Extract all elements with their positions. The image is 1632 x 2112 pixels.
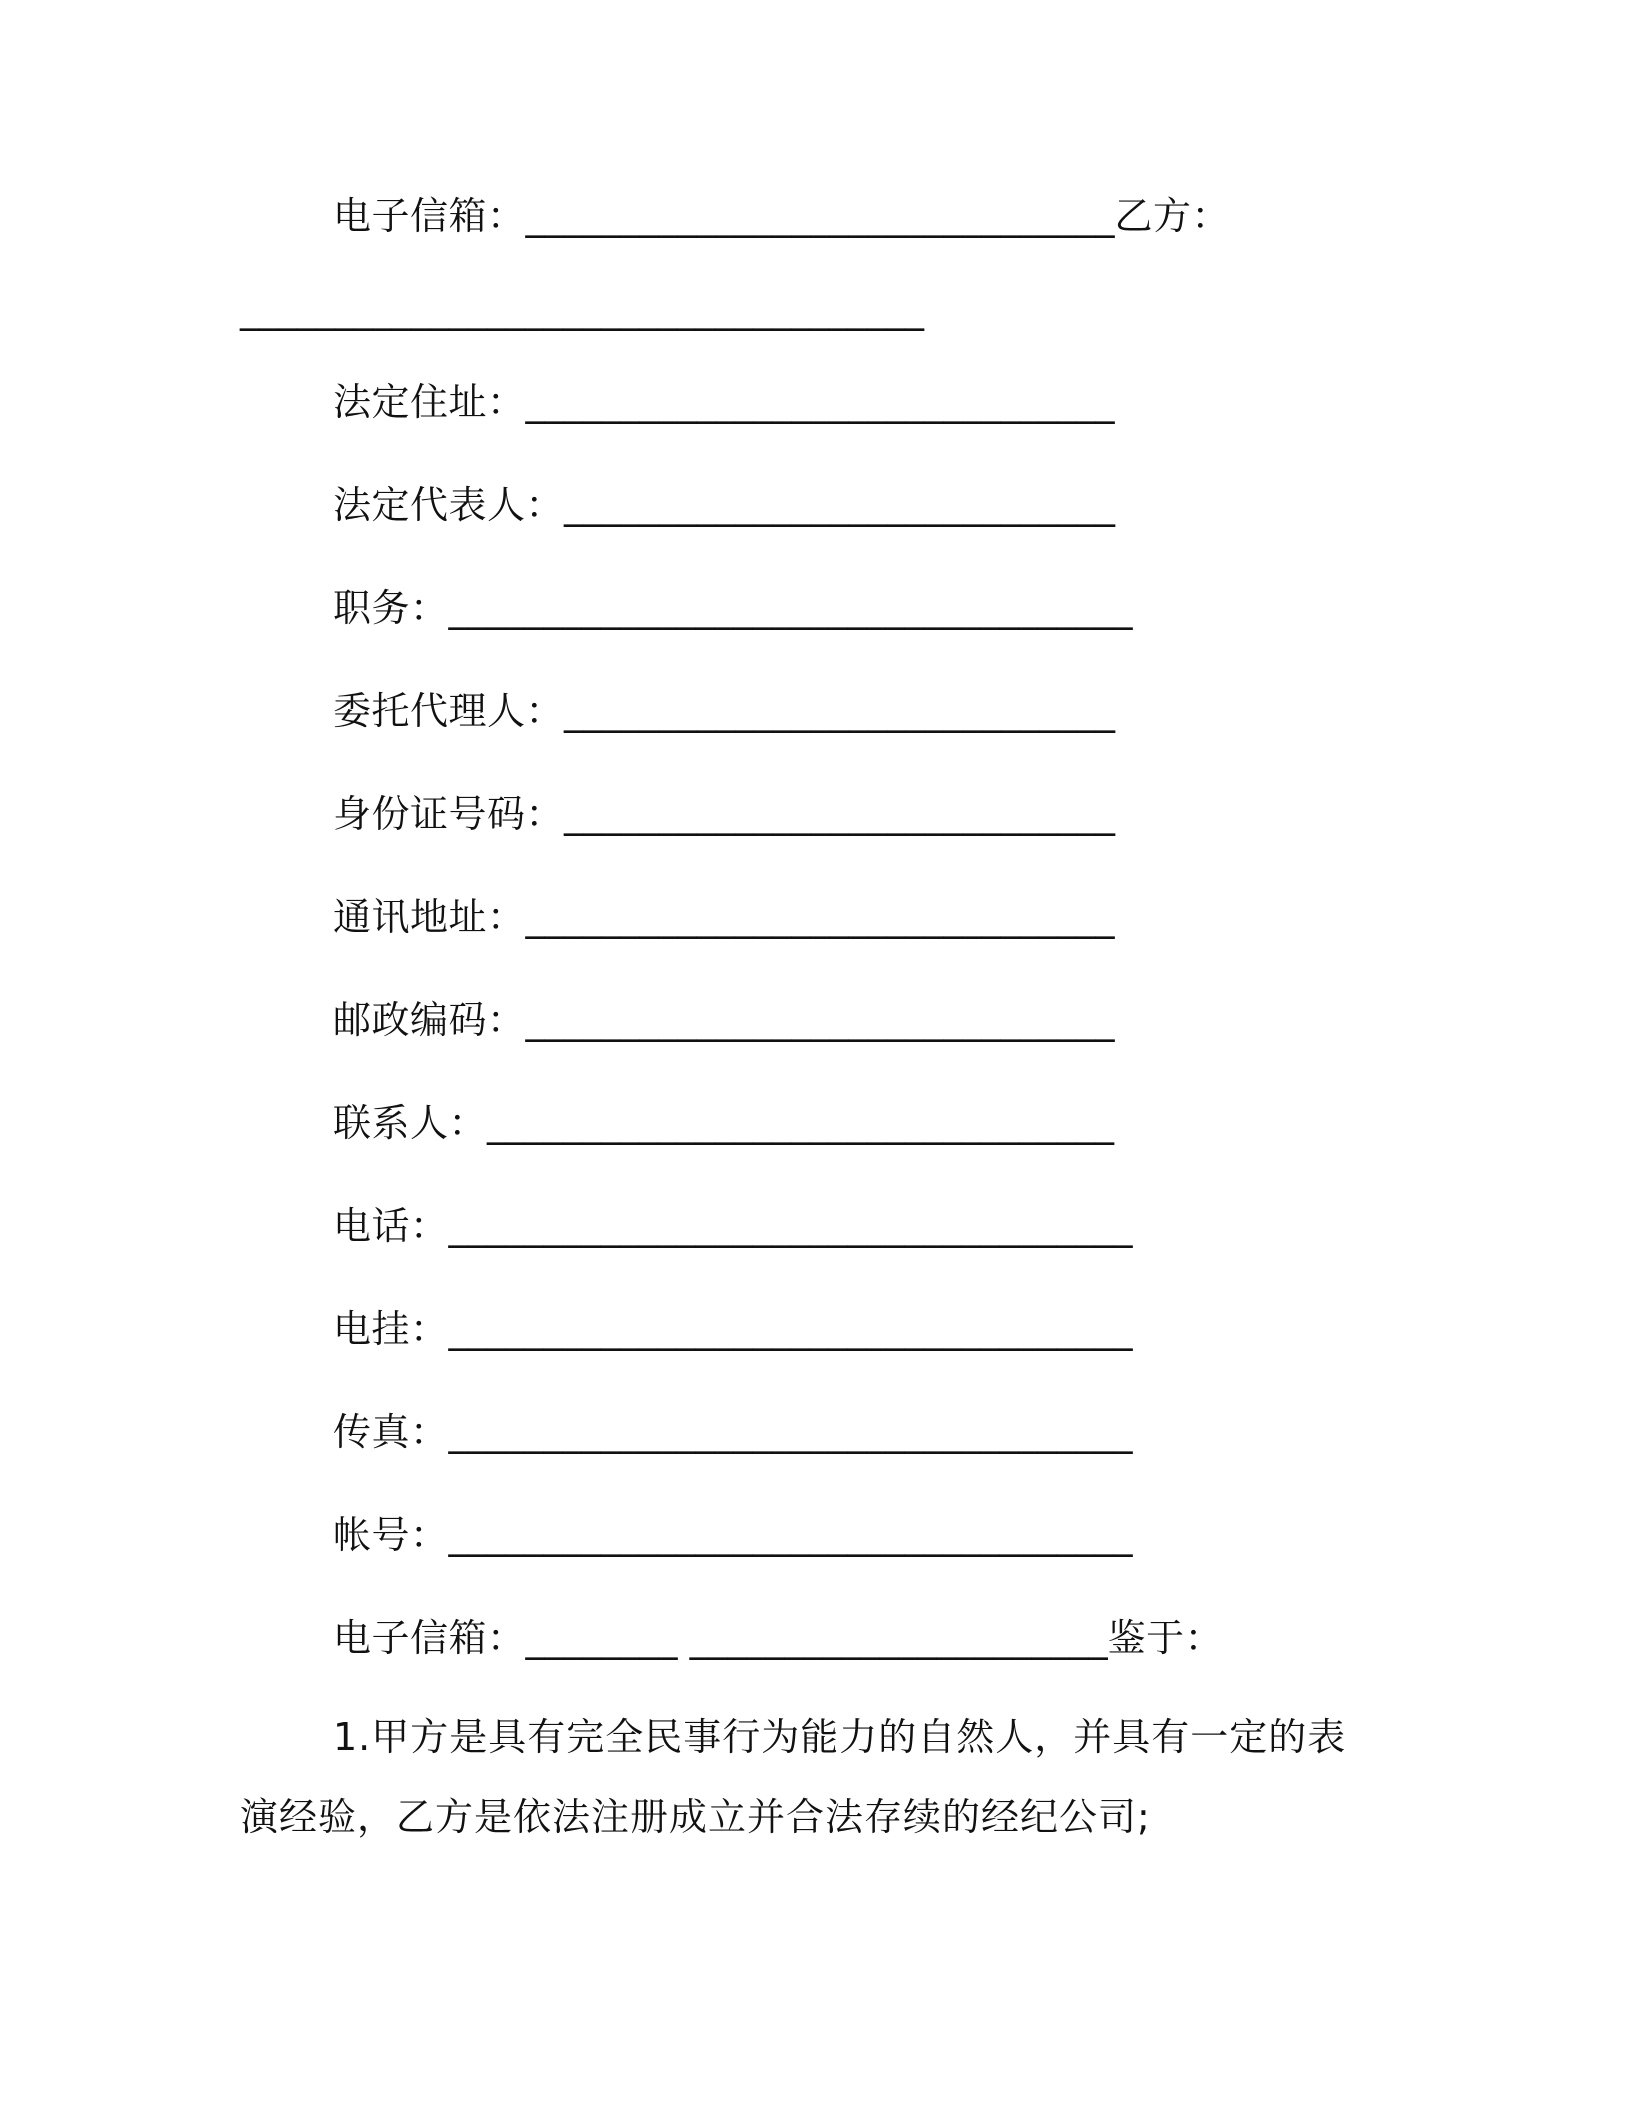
blank-line: _______________________________ (525, 895, 1115, 939)
whereas-label: 鉴于： (1107, 1616, 1224, 1660)
blank-line: _____________________________ (564, 792, 1116, 836)
field-fax (333, 1408, 1133, 1456)
field-legal-representative (333, 481, 1115, 529)
blank-line: ____________________________________ (448, 586, 1133, 630)
field-contact (333, 1099, 1114, 1147)
field-label: 电挂： (333, 1307, 449, 1351)
field-label: 法定住址： (333, 380, 526, 424)
blank-line: _______________________________ (525, 998, 1115, 1042)
field-cable (333, 1305, 1133, 1353)
field-label: 电话： (333, 1204, 449, 1248)
blank-line: ________ ______________________ (525, 1616, 1108, 1660)
field-party-b-name (240, 285, 924, 333)
field-email-a (333, 192, 1230, 240)
field-postal-code (333, 996, 1115, 1044)
field-phone (333, 1202, 1133, 1250)
blank-line: _______________________________ (525, 194, 1115, 238)
field-label: 邮政编码： (333, 998, 526, 1042)
field-legal-address (333, 378, 1115, 426)
blank-line: _____________________________ (564, 483, 1116, 527)
field-account (333, 1511, 1133, 1559)
field-label: 传真： (333, 1410, 449, 1454)
blank-line: _____________________________ (564, 689, 1116, 733)
field-label: 通讯地址： (333, 895, 526, 939)
blank-line: ____________________________________ (448, 1410, 1133, 1454)
field-label: 身份证号码： (333, 792, 565, 836)
field-label: 帐号： (333, 1513, 449, 1557)
field-agent (333, 687, 1115, 735)
blank-line: ____________________________________ (448, 1513, 1133, 1557)
field-label: 职务： (333, 586, 449, 630)
field-label: 电子信箱： (333, 194, 526, 238)
blank-line: ____________________________________ (240, 287, 924, 331)
field-id-number (333, 790, 1115, 838)
field-label: 联系人： (333, 1101, 488, 1145)
party-b-label: 乙方： (1114, 194, 1231, 238)
blank-line: _______________________________ (525, 380, 1115, 424)
field-label: 法定代表人： (333, 483, 565, 527)
blank-line: _________________________________ (487, 1101, 1115, 1145)
field-email-b (333, 1614, 1223, 1662)
blank-line: ____________________________________ (448, 1204, 1133, 1248)
field-label: 电子信箱： (333, 1616, 526, 1660)
field-position (333, 584, 1133, 632)
field-mailing-address (333, 893, 1115, 941)
clause-paragraph: 1.甲方是具有完全民事行为能力的自然人，并具有一定的表演经验，乙方是依法注册成立并合法存续的经纪公司; (240, 1715, 1347, 1839)
field-label: 委托代理人： (333, 689, 565, 733)
blank-line: ____________________________________ (448, 1307, 1133, 1351)
